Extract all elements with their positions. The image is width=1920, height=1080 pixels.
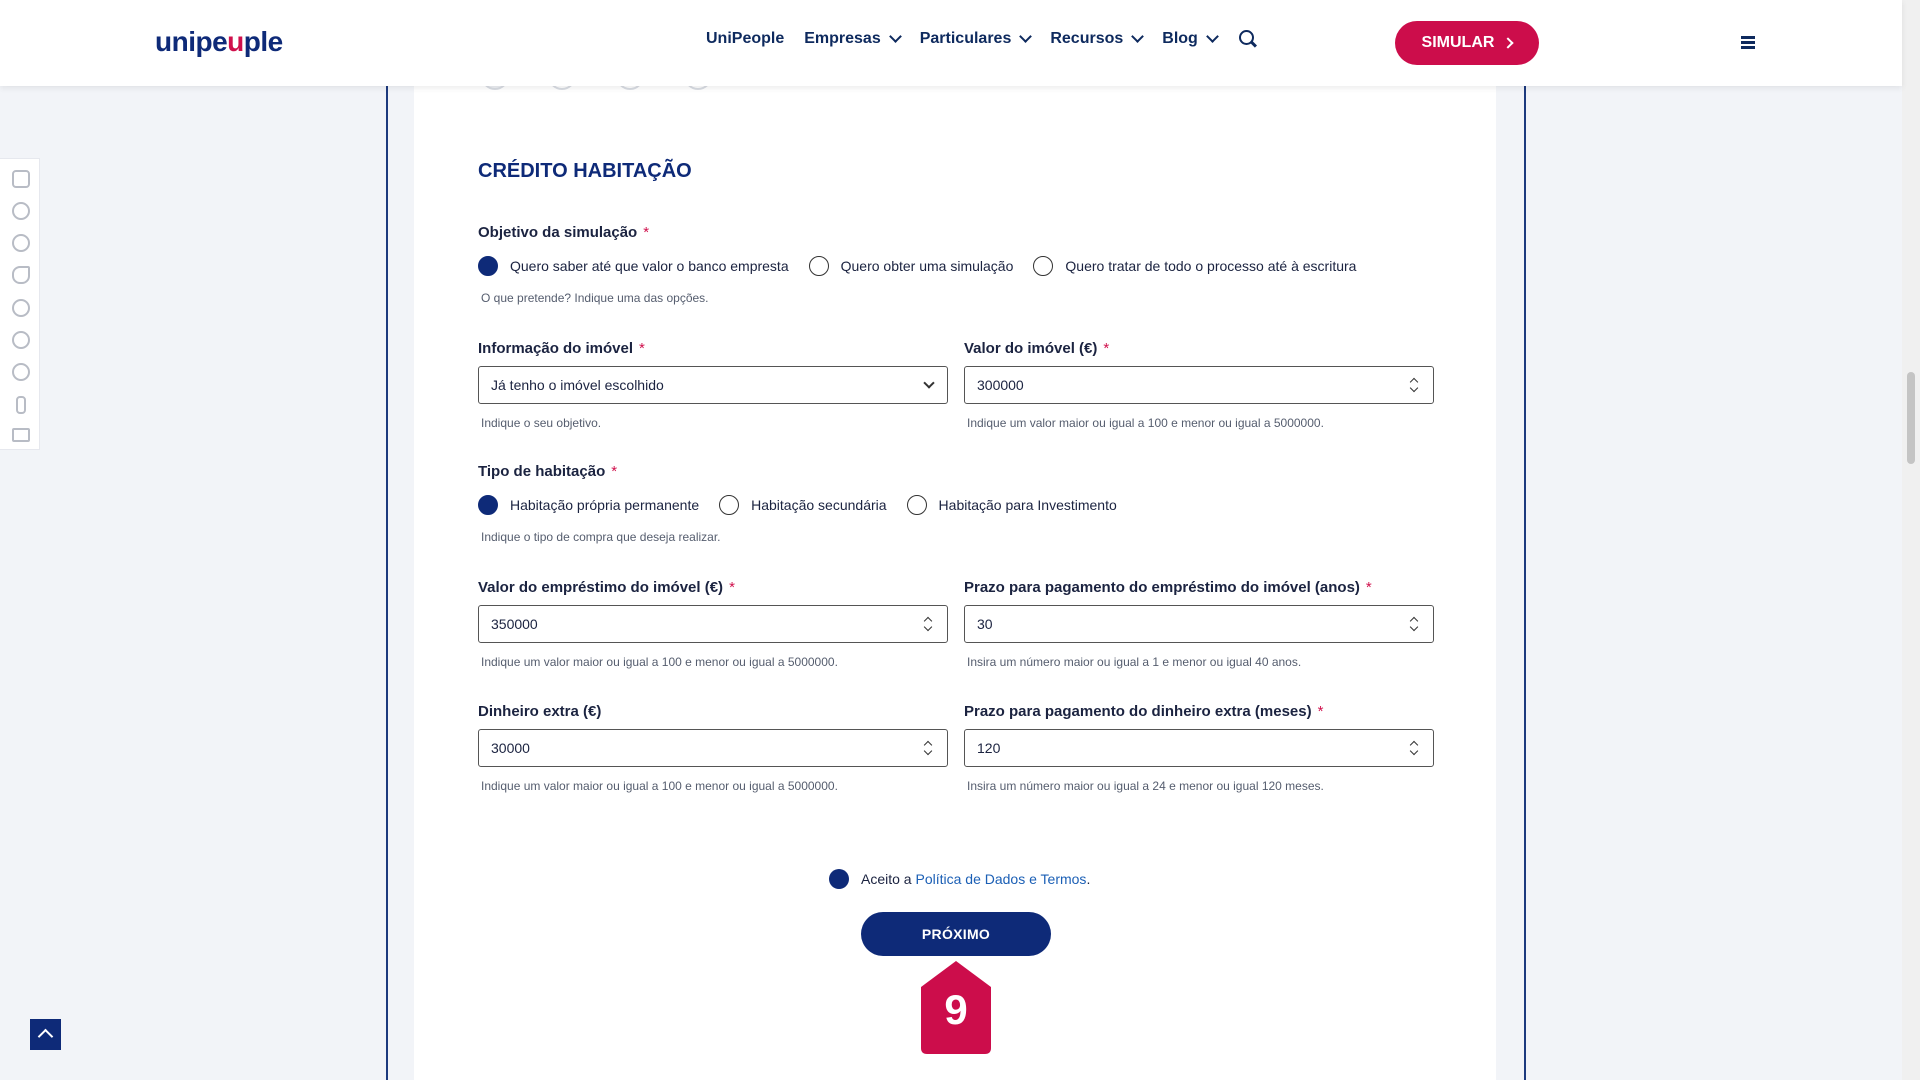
- objetivo-help: O que pretende? Indique uma das opções.: [481, 291, 709, 305]
- informacao-label: Informação do imóvel *: [478, 340, 645, 357]
- tipo-option-2[interactable]: Habitação secundária: [719, 495, 886, 515]
- prazo-emprestimo-input[interactable]: 30: [964, 605, 1434, 643]
- next-button[interactable]: PRÓXIMO: [861, 912, 1051, 956]
- consent-checkbox[interactable]: [829, 869, 849, 889]
- stepper-arrows-icon[interactable]: [1409, 615, 1419, 633]
- radio-unselected[interactable]: [907, 495, 927, 515]
- tipo-radio-group: [478, 495, 1137, 515]
- tipo-label: Tipo de habitação *: [478, 463, 618, 480]
- chevron-down-icon: [1131, 30, 1144, 43]
- tipo-help: Indique o tipo de compra que deseja realizar.: [481, 530, 721, 544]
- twitter-icon[interactable]: [12, 266, 30, 284]
- objetivo-label: Objetivo da simulação *: [478, 224, 650, 241]
- prazo-emprestimo-label: Prazo para pagamento do empréstimo do imóvel (anos) *: [964, 579, 1372, 596]
- stepper-arrows-icon[interactable]: [923, 739, 933, 757]
- page-scrollbar[interactable]: [1902, 0, 1920, 1080]
- linkedin-icon[interactable]: [12, 170, 30, 188]
- consent-row: Aceito a Política de Dados e Termos .: [829, 869, 1090, 889]
- chevron-down-icon: [1206, 30, 1219, 43]
- prazo-extra-label: Prazo para pagamento do dinheiro extra (meses) *: [964, 703, 1324, 720]
- prazo-emprestimo-help: Insira um número maior ou igual a 1 e menor ou igual 40 anos.: [967, 655, 1302, 669]
- chevron-down-icon: [889, 30, 902, 43]
- valor-imovel-label: Valor do imóvel (€) *: [964, 340, 1110, 357]
- whatsapp-icon[interactable]: [12, 234, 30, 252]
- form-title: CRÉDITO HABITAÇÃO: [478, 160, 692, 182]
- stepper-arrows-icon[interactable]: [923, 615, 933, 633]
- dinheiro-extra-help: Indique um valor maior ou igual a 100 e menor ou igual a 5000000.: [481, 779, 838, 793]
- scrollbar-thumb[interactable]: [1907, 372, 1915, 464]
- search-icon[interactable]: [1239, 30, 1257, 48]
- dinheiro-extra-input[interactable]: 30000: [478, 729, 948, 767]
- objetivo-radio-group: [478, 256, 1376, 276]
- tipo-option-1[interactable]: Habitação própria permanente: [478, 495, 699, 515]
- email-icon[interactable]: [12, 428, 30, 442]
- chevron-down-icon: [1019, 30, 1032, 43]
- site-header: [0, 0, 1902, 86]
- radio-unselected[interactable]: [809, 256, 829, 276]
- chevron-right-icon: [1503, 37, 1514, 48]
- tipo-option-3[interactable]: Habitação para Investimento: [907, 495, 1117, 515]
- radio-selected[interactable]: [478, 495, 498, 515]
- policy-link[interactable]: Política de Dados e Termos: [915, 871, 1087, 887]
- reddit-icon[interactable]: [12, 331, 30, 349]
- skype-icon[interactable]: [12, 363, 30, 381]
- main-nav: [706, 30, 1257, 48]
- step-number: 9: [944, 986, 968, 1033]
- nav-item-blog[interactable]: Blog: [1162, 30, 1217, 48]
- dinheiro-extra-label: Dinheiro extra (€): [478, 703, 602, 720]
- stepper-arrows-icon[interactable]: [1409, 376, 1419, 394]
- objetivo-option-1[interactable]: Quero saber até que valor o banco empresta: [478, 256, 789, 276]
- form-frame-left: [386, 86, 388, 1080]
- informacao-select[interactable]: Já tenho o imóvel escolhido: [478, 366, 948, 404]
- pinterest-icon[interactable]: [12, 299, 30, 317]
- informacao-help: Indique o seu objetivo.: [481, 416, 602, 430]
- prazo-extra-input[interactable]: 120: [964, 729, 1434, 767]
- facebook-icon[interactable]: [12, 202, 30, 220]
- tumblr-icon[interactable]: [16, 396, 26, 414]
- scroll-to-top-button[interactable]: [30, 1019, 61, 1050]
- objetivo-option-2[interactable]: Quero obter uma simulação: [809, 256, 1014, 276]
- hamburger-menu-icon[interactable]: [1741, 36, 1755, 49]
- radio-unselected[interactable]: [719, 495, 739, 515]
- objetivo-option-3[interactable]: Quero tratar de todo o processo até à escritura: [1033, 256, 1356, 276]
- valor-imovel-input[interactable]: 300000: [964, 366, 1434, 404]
- form-frame-right: [1524, 86, 1526, 1080]
- radio-selected[interactable]: [478, 256, 498, 276]
- radio-unselected[interactable]: [1033, 256, 1053, 276]
- social-share-bar: [0, 158, 40, 450]
- emprestimo-help: Indique um valor maior ou igual a 100 e menor ou igual a 5000000.: [481, 655, 838, 669]
- stepper-arrows-icon[interactable]: [1409, 739, 1419, 757]
- nav-item-particulares[interactable]: Particulares: [920, 30, 1031, 48]
- nav-item-recursos[interactable]: Recursos: [1050, 30, 1142, 48]
- valor-imovel-help: Indique um valor maior ou igual a 100 e menor ou igual a 5000000.: [967, 416, 1324, 430]
- chevron-down-icon: [923, 377, 934, 388]
- nav-item-unipeople[interactable]: UniPeople: [706, 30, 785, 47]
- simular-button[interactable]: SIMULAR: [1395, 21, 1539, 65]
- unipeople-logo[interactable]: unipeuple: [155, 26, 283, 57]
- emprestimo-input[interactable]: 350000: [478, 605, 948, 643]
- prazo-extra-help: Insira um número maior ou igual a 24 e menor ou igual 120 meses.: [967, 779, 1324, 793]
- emprestimo-label: Valor do empréstimo do imóvel (€) *: [478, 579, 735, 596]
- nav-item-empresas[interactable]: Empresas: [804, 30, 900, 48]
